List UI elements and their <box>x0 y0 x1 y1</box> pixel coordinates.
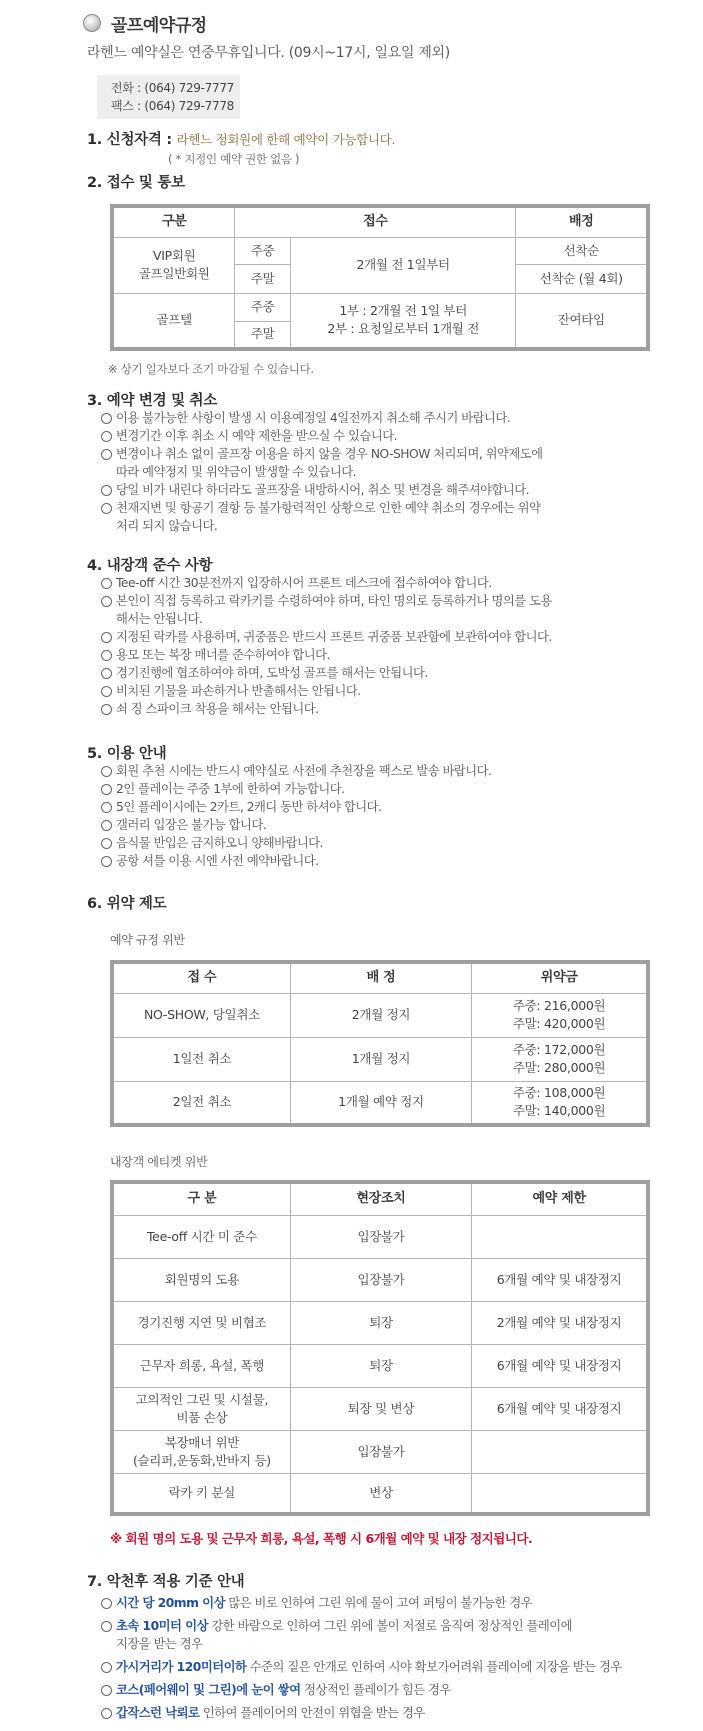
weather-criteria-item <box>101 1658 622 1676</box>
etiquette-category-cell <box>112 1344 290 1387</box>
list-item-line: 음식물 반입은 금지하오니 양해바랍니다. <box>116 836 324 850</box>
list-item-line: 변경기간 이후 취소 시 예약 제한을 받으실 수 있습니다. <box>116 429 398 443</box>
list-item-line: 당일 비가 내린다 하더라도 골프장을 내방하시어, 취소 및 변경을 해주셔야합니다. <box>116 483 529 497</box>
weather-condition-highlight: 갑작스런 낙뢰로 <box>116 1706 200 1720</box>
suspension-cell: 1개월 예약 정지 <box>290 1081 471 1125</box>
weekday-cell: 주중 <box>235 237 290 264</box>
table-header-row <box>112 962 648 993</box>
table-header-row <box>112 206 648 237</box>
onsite-action-cell: 입장불가 <box>290 1258 471 1301</box>
category-line-2: 비품 손상 <box>176 1409 228 1425</box>
header-category: 구 분 <box>112 1182 290 1215</box>
list-item-line: 변경이나 취소 없이 골프장 이용을 하지 않을 경우 NO-SHOW 처리되며, 위약제도에 <box>116 447 543 461</box>
fee-cell <box>472 993 648 1037</box>
violation-cell: NO-SHOW, 당일취소 <box>112 993 290 1037</box>
member-assign-weekend: 선착순 (월 4회) <box>516 264 648 293</box>
weather-criteria-item <box>101 1594 622 1612</box>
list-item-line: 처리 되지 않습니다. <box>116 519 218 533</box>
table-row <box>112 1081 648 1125</box>
list-item <box>101 499 543 535</box>
section-3-title: 3. 예약 변경 및 취소 <box>87 393 217 409</box>
list-item <box>101 834 491 852</box>
section-3-list <box>101 409 543 535</box>
weather-condition-text: 많은 비로 인하여 그린 위에 물이 고여 퍼팅이 불가능한 경우 <box>224 1596 533 1610</box>
golftel-assign-cell: 잔여타임 <box>516 293 648 349</box>
fee-weekend: 주말: 420,000원 <box>512 1016 606 1031</box>
suspension-cell: 1개월 정지 <box>290 1037 471 1081</box>
golftel-group-cell: 골프텔 <box>112 293 235 349</box>
category-line-1: 경기진행 지연 및 비협조 <box>137 1314 267 1330</box>
section-4-title: 4. 내장객 준수 사항 <box>87 558 213 574</box>
section-1-title: 1. 신청자격 : <box>87 132 172 148</box>
category-line-2: (슬리퍼,운동화,반바지 등) <box>132 1452 271 1468</box>
list-item-line: 쇠 징 스파이크 착용을 해서는 안됩니다. <box>116 702 319 716</box>
header-assignment: 배정 <box>516 206 648 237</box>
golftel-reception-cell <box>290 293 516 349</box>
list-item <box>101 592 552 628</box>
list-item <box>101 798 491 816</box>
weekday-cell: 주중 <box>235 293 290 321</box>
table-row <box>112 993 648 1037</box>
table-header-row <box>112 1182 648 1215</box>
penalty-warning: ※ 회원 명의 도용 및 근무자 희롱, 욕설, 폭행 시 6개월 예약 및 내장 정지됩니다. <box>110 1531 533 1546</box>
page-title: 골프예약규정 <box>111 15 207 36</box>
fee-weekday: 주중: 108,000원 <box>512 1085 606 1101</box>
list-item-line: 지장을 받는 경우 <box>116 1637 203 1651</box>
round-bullet-icon <box>83 14 101 32</box>
penalty-subtitle-etiquette: 내장객 에티켓 위반 <box>110 1155 208 1169</box>
section-6-title: 6. 위약 제도 <box>87 896 167 912</box>
member-assign-weekday: 선착순 <box>516 237 648 264</box>
header-category: 구분 <box>112 206 235 237</box>
table-row <box>112 1430 648 1473</box>
etiquette-category-cell <box>112 1387 290 1430</box>
etiquette-category-cell <box>112 1215 290 1258</box>
fee-weekday: 주중: 172,000원 <box>512 1042 606 1057</box>
weather-condition-highlight: 가시거리가 120미터이하 <box>116 1660 247 1674</box>
penalty-subtitle-reservation: 예약 규정 위반 <box>110 933 185 947</box>
category-line-1: 락카 키 분실 <box>168 1484 236 1500</box>
list-item <box>101 646 552 664</box>
reservation-limit-cell <box>472 1430 648 1473</box>
weather-condition-text: 정상적인 플레이가 힘든 경우 <box>300 1683 451 1697</box>
list-item <box>101 852 491 870</box>
suspension-cell: 2개월 정지 <box>290 993 471 1037</box>
weather-condition-text: 강한 바람으로 인하여 그린 위에 볼이 저절로 움직여 정상적인 플레이에 <box>207 1619 573 1633</box>
contact-box <box>97 75 240 119</box>
section-5-list <box>101 762 491 870</box>
onsite-action-cell: 퇴장 <box>290 1301 471 1344</box>
header-onsite-action: 현장조치 <box>290 1182 471 1215</box>
category-line-1: Tee-off 시간 미 준수 <box>146 1228 257 1244</box>
section-1-heading <box>87 128 395 149</box>
onsite-action-cell: 변상 <box>290 1473 471 1514</box>
list-item-line <box>116 1681 622 1699</box>
header-reception: 접 수 <box>112 962 290 993</box>
fee-weekend: 주말: 140,000원 <box>512 1103 606 1119</box>
list-item-line <box>116 1704 622 1722</box>
list-item <box>101 409 543 427</box>
fee-weekend: 주말: 280,000원 <box>512 1060 606 1075</box>
reservation-limit-cell: 6개월 예약 및 내장정지 <box>472 1387 648 1430</box>
table-row <box>112 1037 648 1081</box>
member-reception-cell: 2개월 전 1일부터 <box>290 237 516 293</box>
list-item-line: 2인 플레이는 주중 1부에 한하여 가능합니다. <box>116 782 345 796</box>
reservation-limit-cell: 6개월 예약 및 내장정지 <box>472 1344 648 1387</box>
etiquette-category-cell <box>112 1301 290 1344</box>
header-penalty-fee: 위약금 <box>472 962 648 993</box>
vip-group-label: VIP회원 <box>152 248 196 263</box>
header-reservation-limit: 예약 제한 <box>472 1182 648 1215</box>
list-item-line: 경기진행에 협조하여야 하며, 도박성 골프를 해서는 안됩니다. <box>116 666 428 680</box>
violation-cell: 2일전 취소 <box>112 1081 290 1125</box>
table-row <box>112 1387 648 1430</box>
category-line-1: 고의적인 그린 및 시설물, <box>135 1391 269 1407</box>
weekend-cell: 주말 <box>235 264 290 293</box>
list-item-line: 비치된 기물을 파손하거나 반출해서는 안됩니다. <box>116 684 361 698</box>
onsite-action-cell: 퇴장 <box>290 1344 471 1387</box>
section-2-title: 2. 접수 및 통보 <box>87 175 185 191</box>
list-item <box>101 664 552 682</box>
section-7-list <box>101 1594 622 1727</box>
list-item-line <box>116 1617 622 1635</box>
table-row <box>112 1344 648 1387</box>
list-item <box>101 816 491 834</box>
section-7-title: 7. 악천후 적용 기준 안내 <box>87 1574 245 1590</box>
title-row <box>83 10 207 36</box>
table-row <box>112 1473 648 1514</box>
etiquette-category-cell <box>112 1430 290 1473</box>
weather-criteria-item <box>101 1681 622 1699</box>
weather-condition-highlight: 코스(페어웨이 및 그린)에 눈이 쌓여 <box>116 1683 301 1697</box>
reservation-limit-cell <box>472 1473 648 1514</box>
table-row <box>112 1301 648 1344</box>
table-row <box>112 1215 648 1258</box>
fee-cell <box>472 1037 648 1081</box>
violation-cell: 1일전 취소 <box>112 1037 290 1081</box>
fee-weekday: 주중: 216,000원 <box>512 998 606 1013</box>
list-item <box>101 445 543 481</box>
category-line-1: 회원명의 도용 <box>164 1271 240 1287</box>
reservation-limit-cell <box>472 1215 648 1258</box>
member-group-cell <box>112 237 235 293</box>
phone-number: 전화 : (064) 729-7777 <box>111 81 235 95</box>
reservation-limit-cell: 6개월 예약 및 내장정지 <box>472 1258 648 1301</box>
list-item-line: 공항 셔틀 이용 시엔 사전 예약바랍니다. <box>116 854 319 868</box>
list-item-line <box>116 1658 622 1676</box>
list-item <box>101 427 543 445</box>
list-item <box>101 762 491 780</box>
list-item <box>101 682 552 700</box>
section-1-note: ( * 지정인 예약 권한 없음 ) <box>168 152 300 166</box>
etiquette-penalty-table <box>110 1180 650 1516</box>
list-item-line: 따라 예약정지 및 위약금이 발생할 수 있습니다. <box>116 465 357 479</box>
weather-condition-text: 인하여 플레이어의 안전이 위협을 받는 경우 <box>199 1706 425 1720</box>
list-item-line: 5인 플레이시에는 2카트, 2캐디 동반 하셔야 합니다. <box>116 800 382 814</box>
weather-condition-highlight: 초속 10미터 이상 <box>116 1619 208 1633</box>
list-item-line: Tee-off 시간 30분전까지 입장하시어 프론트 데스크에 접수하여야 합니다. <box>116 576 492 590</box>
list-item-line: 천재지변 및 항공기 결항 등 불가항력적인 상황으로 인한 예약 취소의 경우에는 위약 <box>116 501 541 515</box>
list-item-line: 본인이 직접 등록하고 락카키를 수령하여야 하며, 타인 명의로 등록하거나 명의를 도용 <box>116 594 552 608</box>
weather-condition-text: 수준의 짙은 안개로 인하여 시야 확보가어려워 플레이에 지장을 받는 경우 <box>246 1660 622 1674</box>
list-item <box>101 481 543 499</box>
weather-criteria-item <box>101 1704 622 1722</box>
reception-table <box>110 204 650 351</box>
etiquette-category-cell <box>112 1473 290 1514</box>
onsite-action-cell: 입장불가 <box>290 1215 471 1258</box>
table-row <box>112 1258 648 1301</box>
table-row <box>112 237 648 264</box>
onsite-action-cell: 퇴장 및 변상 <box>290 1387 471 1430</box>
list-item <box>101 574 552 592</box>
list-item-line: 회원 추천 시에는 반드시 예약실로 사전에 추천장을 팩스로 발송 바랍니다. <box>116 764 492 778</box>
fax-number: 팩스 : (064) 729-7778 <box>111 99 235 113</box>
list-item <box>101 628 552 646</box>
general-group-label: 골프일반회원 <box>138 266 210 281</box>
weekend-cell: 주말 <box>235 321 290 349</box>
category-line-1: 복장매너 위반 <box>164 1434 240 1450</box>
header-assignment: 배 정 <box>290 962 471 993</box>
list-item-line: 갤러리 입장은 불가능 합니다. <box>116 818 267 832</box>
weather-condition-highlight: 시간 당 20mm 이상 <box>116 1596 225 1610</box>
list-item <box>101 700 552 718</box>
fee-cell <box>472 1081 648 1125</box>
golftel-reception-part2: 2부 : 요청일로부터 1개월 전 <box>327 321 479 337</box>
list-item-line: 이용 불가능한 사항이 발생 시 이용예정일 4일전까지 취소해 주시기 바랍니다. <box>116 411 511 425</box>
category-line-1: 근무자 희롱, 욕설, 폭행 <box>139 1357 265 1373</box>
reservation-limit-cell: 2개월 예약 및 내장정지 <box>472 1301 648 1344</box>
list-item-line: 지정된 락카를 사용하며, 귀중품은 반드시 프론트 귀중품 보관함에 보관하여야 합니다. <box>116 630 552 644</box>
etiquette-category-cell <box>112 1258 290 1301</box>
reception-footnote: ※ 상기 일자보다 조기 마감될 수 있습니다. <box>108 362 314 376</box>
golftel-reception-part1: 1부 : 2개월 전 1일 부터 <box>339 303 467 319</box>
list-item-line: 해서는 안됩니다. <box>116 612 203 626</box>
list-item-line <box>116 1594 622 1612</box>
reservation-hours: 라헨느 예약실은 연중무휴입니다. (09시~17시, 일요일 제외) <box>87 45 450 61</box>
table-row <box>112 293 648 321</box>
list-item <box>101 780 491 798</box>
section-4-list <box>101 574 552 718</box>
section-1-highlight: 라헨느 정회원에 한해 예약이 가능합니다. <box>176 132 396 147</box>
weather-criteria-item <box>101 1617 622 1653</box>
header-reception: 접수 <box>235 206 516 237</box>
onsite-action-cell: 입장불가 <box>290 1430 471 1473</box>
reservation-penalty-table <box>110 960 650 1127</box>
section-5-title: 5. 이용 안내 <box>87 746 167 762</box>
list-item-line: 용모 또는 복장 매너를 준수하여야 합니다. <box>116 648 330 662</box>
